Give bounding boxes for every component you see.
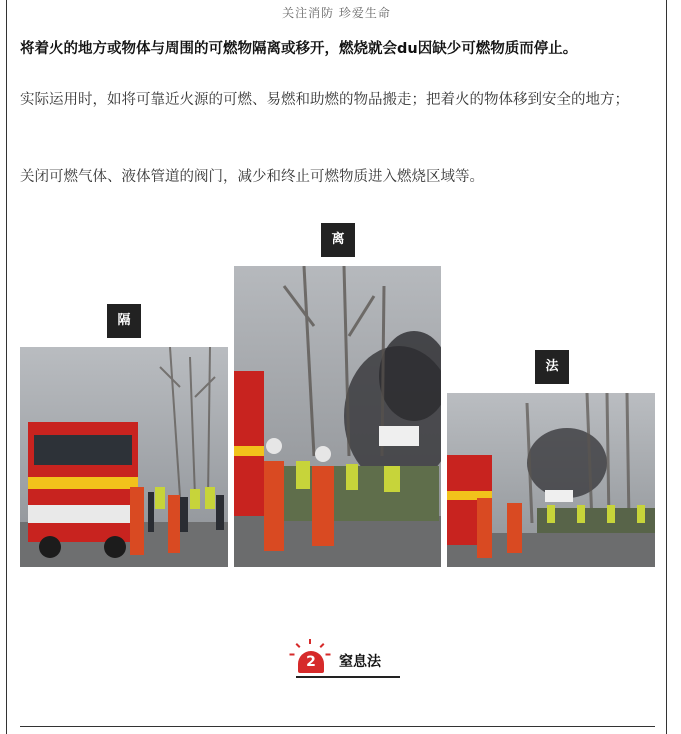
header-tagline: 关注消防 珍爱生命	[282, 6, 391, 20]
photo-fire-truck-left	[20, 347, 228, 567]
ray-decoration	[296, 643, 301, 648]
paragraph-application: 实际运用时，如将可靠近火源的可燃、易燃和助燃的物品搬走；把着火的物体移到安全的地方；	[20, 92, 629, 108]
section-title: 窒息法	[339, 654, 381, 670]
label-ge: 隔	[107, 304, 141, 338]
ray-decoration	[326, 654, 331, 656]
ray-decoration	[290, 654, 295, 656]
photo-fire-truck-right	[447, 393, 655, 567]
ray-decoration	[309, 639, 311, 644]
paragraph-valves: 关闭可燃气体、液体管道的阀门，减少和终止可燃物质进入燃烧区域等。	[20, 169, 484, 185]
divider	[20, 726, 655, 727]
ray-decoration	[320, 643, 325, 648]
section-underline	[296, 676, 400, 678]
section-number: 2	[298, 651, 324, 673]
label-li: 离	[321, 223, 355, 257]
article-page	[6, 0, 667, 734]
label-fa: 法	[535, 350, 569, 384]
paragraph-definition: 将着火的地方或物体与周围的可燃物隔离或移开，燃烧就会du因缺少可燃物质而停止。	[20, 41, 578, 57]
section-heading	[287, 639, 417, 681]
photo-firefighters-center	[234, 266, 441, 567]
